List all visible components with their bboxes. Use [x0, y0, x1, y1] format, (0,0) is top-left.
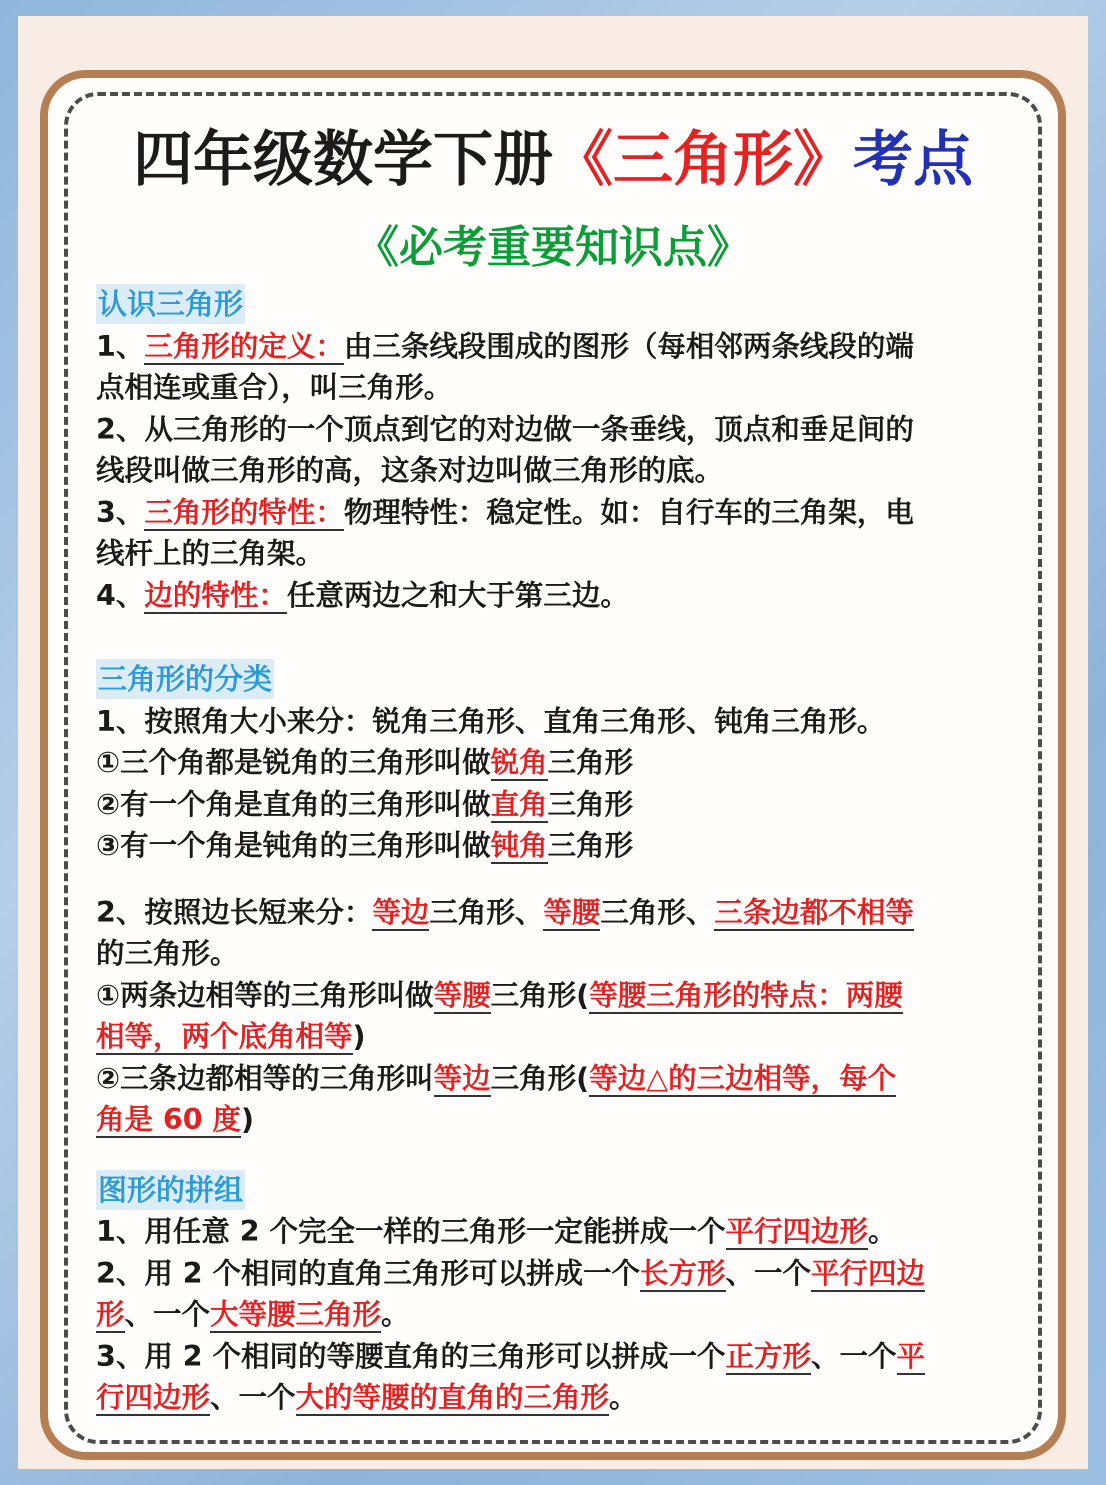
text-line	[96, 1099, 1024, 1141]
text-segment: 2、用 2 个相同的直角三角形可以拼成一个	[96, 1256, 641, 1290]
text-segment: 三角形	[547, 746, 634, 779]
text-line	[96, 409, 1024, 451]
highlighted-term: 三条边都不相等	[714, 895, 914, 929]
text-line	[96, 933, 1024, 975]
text-segment: 三角形	[547, 829, 634, 862]
highlighted-term: 平行四边形	[725, 1215, 869, 1248]
section-classification	[96, 701, 1024, 867]
text-line	[96, 1336, 1024, 1378]
text-segment: 任意两边之和大于第三边。	[286, 578, 629, 612]
text-segment: 。	[609, 1381, 638, 1414]
text-segment: 三角形、	[429, 895, 544, 929]
text-segment: 3、	[96, 495, 145, 529]
text-segment: 的三角形。	[96, 937, 239, 970]
highlighted-term: 等腰三角形的特点：两腰	[589, 978, 903, 1012]
section-heading-classification: 三角形的分类	[96, 659, 274, 699]
text-segment: 三角形(	[490, 1061, 590, 1095]
text-segment: 点相连或重合），叫三角形。	[96, 371, 453, 404]
text-line	[96, 975, 1024, 1017]
content	[96, 284, 1024, 1419]
text-segment: 由三条线段围成的图形（每相邻两条线段的端	[343, 329, 914, 363]
text-segment: ②三条边都相等的三角形叫	[96, 1061, 434, 1095]
section-classification-sides	[96, 892, 1024, 1141]
text-segment: ③有一个角是钝角的三角形叫做	[96, 829, 491, 862]
highlighted-term: 角是 60 度	[96, 1103, 242, 1136]
section-heading-combination: 图形的拼组	[96, 1170, 245, 1210]
page-subtitle: 《必考重要知识点》	[355, 222, 751, 273]
text-segment: 2、从三角形的一个顶点到它的对边做一条垂线，顶点和垂足间的	[96, 412, 914, 446]
highlighted-term: 直角	[490, 787, 548, 821]
highlighted-term: 大等腰三角形	[210, 1298, 382, 1331]
text-segment: 4、	[96, 578, 145, 612]
text-line	[96, 326, 1024, 368]
text-line	[96, 825, 1024, 867]
text-segment: 三角形	[547, 787, 634, 821]
text-line	[96, 784, 1024, 826]
text-segment: 1、	[96, 329, 145, 363]
text-segment: 。	[868, 1215, 897, 1248]
highlighted-term: 三角形的定义：	[144, 329, 344, 363]
title-part-topic: 《三角形》	[553, 125, 853, 195]
title-part-points: 考点	[853, 125, 973, 195]
page-title	[0, 122, 1106, 198]
highlighted-term: 长方形	[640, 1256, 726, 1290]
highlighted-term: 等边	[372, 895, 430, 929]
text-segment: 三角形、	[600, 895, 715, 929]
highlighted-term: 形	[96, 1298, 125, 1331]
text-line	[96, 892, 1024, 934]
highlighted-term: 等边△的三边相等，每个	[589, 1061, 897, 1095]
highlighted-term: 相等，两个底角相等	[96, 1020, 353, 1053]
highlighted-term: 正方形	[725, 1339, 812, 1373]
text-segment: 2、按照边长短来分：	[96, 895, 373, 929]
highlighted-term: 三角形的特性：	[144, 495, 344, 529]
text-segment: 1、按照角大小来分：锐角三角形、直角三角形、钝角三角形。	[96, 704, 886, 738]
text-segment: 物理特性：稳定性。如：自行车的三角架，电	[343, 495, 914, 529]
text-segment: 、一个	[811, 1339, 897, 1373]
text-segment: 线杆上的三角架。	[96, 537, 325, 570]
text-line	[96, 492, 1024, 534]
text-segment: ①三个角都是锐角的三角形叫做	[96, 746, 491, 779]
highlighted-term: 锐角	[490, 746, 548, 779]
highlighted-term: 大的等腰的直角的三角形	[295, 1381, 610, 1414]
highlighted-term: 钝角	[490, 829, 548, 862]
text-segment: ①两条边相等的三角形叫做	[96, 978, 434, 1012]
text-line	[96, 1058, 1024, 1100]
text-segment: )	[352, 1020, 366, 1053]
text-line	[96, 701, 1024, 743]
text-segment: )	[241, 1103, 255, 1136]
highlighted-term: 等腰	[543, 895, 601, 929]
text-segment: 1、用任意 2 个完全一样的三角形一定能拼成一个	[96, 1215, 726, 1248]
highlighted-term: 等腰	[433, 978, 491, 1012]
text-segment: 线段叫做三角形的高，这条对边叫做三角形的底。	[96, 454, 724, 487]
highlighted-term: 平行四边	[811, 1256, 926, 1290]
text-line	[96, 1016, 1024, 1058]
section-combination	[96, 1211, 1024, 1419]
section-heading-recognize: 认识三角形	[96, 284, 245, 324]
highlighted-term: 边的特性：	[144, 578, 287, 612]
text-segment: 。	[381, 1298, 410, 1331]
highlighted-term: 等边	[433, 1061, 491, 1095]
text-line	[96, 450, 1024, 492]
text-line	[96, 742, 1024, 784]
text-segment: 、一个	[124, 1298, 211, 1331]
section-recognize	[96, 326, 1024, 617]
highlighted-term: 平	[896, 1339, 926, 1373]
text-segment: 3、用 2 个相同的等腰直角的三角形可以拼成一个	[96, 1339, 726, 1373]
text-line	[96, 1211, 1024, 1253]
text-segment: 三角形(	[490, 978, 590, 1012]
text-line	[96, 1253, 1024, 1295]
text-line	[96, 1377, 1024, 1419]
text-segment: ②有一个角是直角的三角形叫做	[96, 787, 491, 821]
text-line	[96, 367, 1024, 409]
text-line	[96, 533, 1024, 575]
text-line	[96, 575, 1024, 617]
highlighted-term: 行四边形	[96, 1381, 211, 1414]
text-line	[96, 1294, 1024, 1336]
text-segment: 、一个	[210, 1381, 296, 1414]
text-segment: 、一个	[725, 1256, 812, 1290]
title-part-grade: 四年级数学下册	[133, 125, 553, 195]
